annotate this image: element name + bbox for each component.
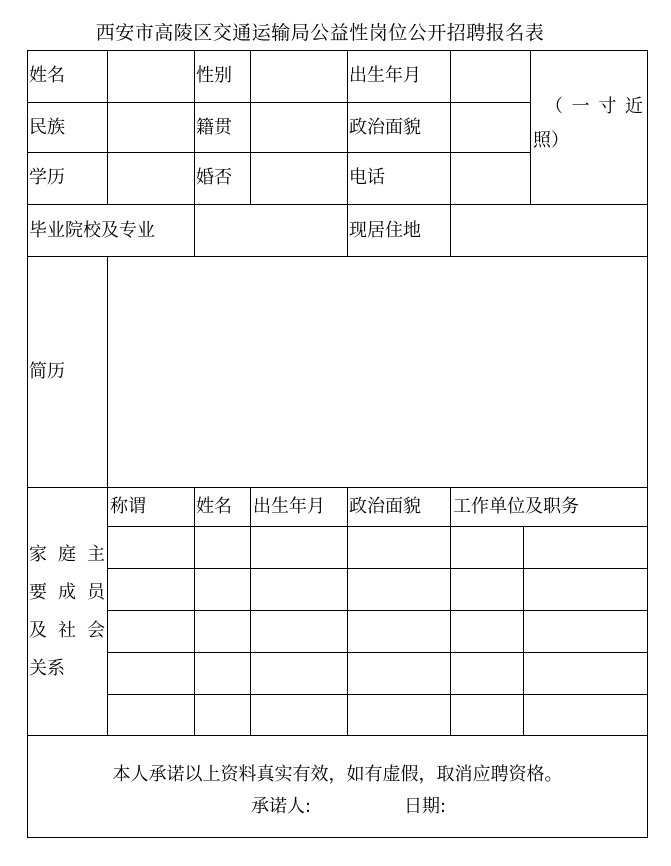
birth-field[interactable] <box>451 51 530 102</box>
political-status-field[interactable] <box>451 103 530 152</box>
grid-line <box>194 50 195 204</box>
residence-label: 现居住地 <box>349 220 421 241</box>
photo-placeholder[interactable] <box>531 90 647 158</box>
native-place-label: 籍贯 <box>196 117 232 138</box>
photo-text: 一 <box>571 96 590 117</box>
photo-text: （ <box>545 96 563 117</box>
family-col-birth: 出生年月 <box>253 496 325 517</box>
graduate-school-label: 毕业院校及专业 <box>29 220 155 241</box>
family-label-char: 主 <box>87 544 105 565</box>
family-label-char: 会 <box>87 620 105 641</box>
photo-text: 近 <box>624 96 643 117</box>
phone-label: 电话 <box>349 167 385 188</box>
gender-field[interactable] <box>251 51 347 102</box>
family-label-char: 及 <box>29 620 47 641</box>
grid-line <box>347 50 348 204</box>
grid-line <box>27 487 648 488</box>
family-row[interactable] <box>108 569 647 610</box>
family-col-workplace: 工作单位及职务 <box>453 496 579 517</box>
photo-text: 寸 <box>598 96 617 117</box>
ethnicity-field[interactable] <box>108 103 194 152</box>
resume-field[interactable] <box>108 257 647 487</box>
family-section-label <box>29 536 105 688</box>
birth-label: 出生年月 <box>349 65 421 86</box>
phone-field[interactable] <box>451 153 530 204</box>
family-row[interactable] <box>108 611 647 652</box>
border-bottom <box>27 837 648 838</box>
native-place-field[interactable] <box>251 103 347 152</box>
family-label-char: 成 <box>58 582 76 603</box>
family-row[interactable] <box>108 695 647 735</box>
pledge-statement: 本人承诺以上资料真实有效，如有虚假，取消应聘资格。 <box>112 764 563 785</box>
family-col-name: 姓名 <box>196 496 232 517</box>
ethnicity-label: 民族 <box>29 117 65 138</box>
form-title: 西安市高陵区交通运输局公益性岗位公开招聘报名表 <box>95 22 545 44</box>
resume-label: 简历 <box>29 361 65 382</box>
grid-line <box>347 204 348 256</box>
photo-text: 照） <box>533 130 569 151</box>
date-field[interactable] <box>457 792 577 820</box>
border-left <box>27 50 28 838</box>
signer-field[interactable] <box>327 792 397 820</box>
family-row[interactable] <box>108 653 647 694</box>
political-status-label: 政治面貌 <box>349 117 421 138</box>
gender-label: 性别 <box>196 65 232 86</box>
family-label-char: 庭 <box>58 544 76 565</box>
family-col-relation: 称谓 <box>110 496 146 517</box>
family-row[interactable] <box>108 527 647 568</box>
residence-field[interactable] <box>451 205 647 256</box>
family-label-char: 家 <box>29 544 47 565</box>
family-label-char: 员 <box>87 582 105 603</box>
name-label: 姓名 <box>29 65 65 86</box>
grid-line <box>27 735 648 736</box>
family-label-char: 社 <box>58 620 76 641</box>
signer-label: 承诺人: <box>251 796 312 817</box>
marital-label: 婚否 <box>196 167 232 188</box>
family-label-char: 关系 <box>29 658 65 679</box>
family-col-political: 政治面貌 <box>349 496 421 517</box>
graduate-school-field[interactable] <box>195 205 347 256</box>
family-label-char: 要 <box>29 582 47 603</box>
name-field[interactable] <box>108 51 194 102</box>
marital-field[interactable] <box>251 153 347 204</box>
date-label: 日期: <box>404 796 447 817</box>
education-label: 学历 <box>29 167 65 188</box>
education-field[interactable] <box>108 153 194 204</box>
registration-form <box>27 50 648 838</box>
border-right <box>647 50 648 838</box>
